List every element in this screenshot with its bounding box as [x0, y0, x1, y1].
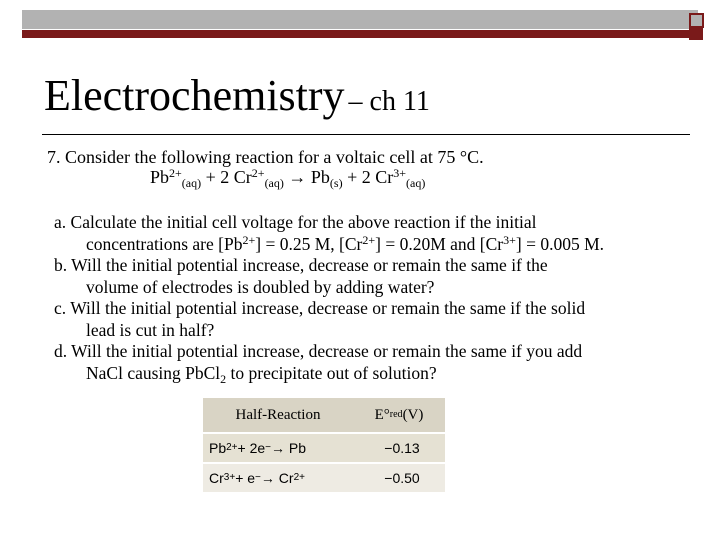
eq-sup: 3+	[393, 166, 407, 180]
part-text: ] = 0.005 M.	[515, 233, 605, 254]
cell-text: Cr	[209, 470, 224, 486]
part-b-line2: volume of electrodes is doubled by adding water?	[86, 276, 435, 297]
potential-cell: −0.13	[384, 440, 420, 456]
header-text: E°	[374, 406, 390, 423]
eq-sub: (aq)	[181, 176, 202, 190]
table-header-row	[203, 398, 445, 432]
header-bar-red	[22, 30, 698, 38]
half-reaction-cell: Cr 3+ + e − → Cr 2+	[209, 470, 305, 486]
title-subtitle: – ch 11	[348, 86, 430, 117]
part-a-line1: a. Calculate the initial cell voltage for the above reaction if the initial	[54, 212, 537, 232]
eq-cr: + 2 Cr	[201, 167, 252, 187]
cell-text: → Cr	[260, 470, 294, 486]
header-square-outline	[689, 13, 704, 28]
question-parts	[54, 212, 694, 384]
eq-sup: 2+	[169, 166, 182, 180]
reduction-potential-table	[203, 398, 445, 492]
part-d-line2	[54, 363, 694, 385]
eq-sub: (aq)	[406, 176, 426, 190]
half-reaction-cell: Pb 2+ + 2e − → Pb	[209, 440, 307, 456]
cell-text: + e	[235, 470, 256, 486]
part-a-line2	[54, 234, 694, 256]
table-row	[203, 464, 445, 492]
title-main: Electrochemistry	[44, 71, 345, 120]
part-text: NaCl causing PbCl	[86, 362, 221, 383]
part-c-line1: c. Will the initial potential increase, decrease or remain the same if the solid	[54, 298, 586, 318]
eq-sup: 2+	[251, 166, 265, 180]
header-square-solid	[689, 28, 703, 40]
header-potential: E° red (V)	[374, 406, 424, 423]
part-sub: 2	[220, 371, 227, 386]
part-d-line1: d. Will the initial potential increase, decrease or remain the same if you add	[54, 341, 583, 361]
question-text: 7. Consider the following reaction for a voltaic cell at 75 °C.	[47, 147, 484, 167]
part-text: ] = 0.25 M, [Cr	[255, 233, 363, 254]
cell-text: + 2e	[237, 440, 266, 456]
eq-arrow-pb: → Pb	[283, 167, 330, 187]
slide-title	[44, 71, 430, 120]
eq-sub: (s)	[329, 176, 343, 190]
part-b-line1: b. Will the initial potential increase, decrease or remain the same if the	[54, 255, 548, 275]
part-sup: 3+	[503, 232, 516, 247]
header-text: (V)	[402, 406, 424, 423]
cell-text: Pb	[209, 440, 227, 456]
header-bar-gray	[22, 10, 698, 29]
part-sup: 2+	[362, 232, 376, 247]
header-half-reaction: Half-Reaction	[235, 406, 321, 423]
table-row	[203, 434, 445, 462]
part-text: ] = 0.20M and [Cr	[375, 233, 504, 254]
cell-text: → Pb	[271, 440, 307, 456]
title-divider	[42, 134, 690, 135]
eq-pb: Pb	[150, 167, 170, 187]
eq-cr3: + 2 Cr	[342, 167, 394, 187]
part-c-line2: lead is cut in half?	[86, 319, 215, 340]
eq-sub: (aq)	[264, 176, 284, 190]
potential-cell: −0.50	[384, 470, 420, 486]
part-text: concentrations are [Pb	[86, 233, 243, 254]
part-text: to precipitate out of solution?	[226, 362, 437, 383]
part-sup: 2+	[242, 232, 256, 247]
reaction-equation	[150, 167, 425, 188]
